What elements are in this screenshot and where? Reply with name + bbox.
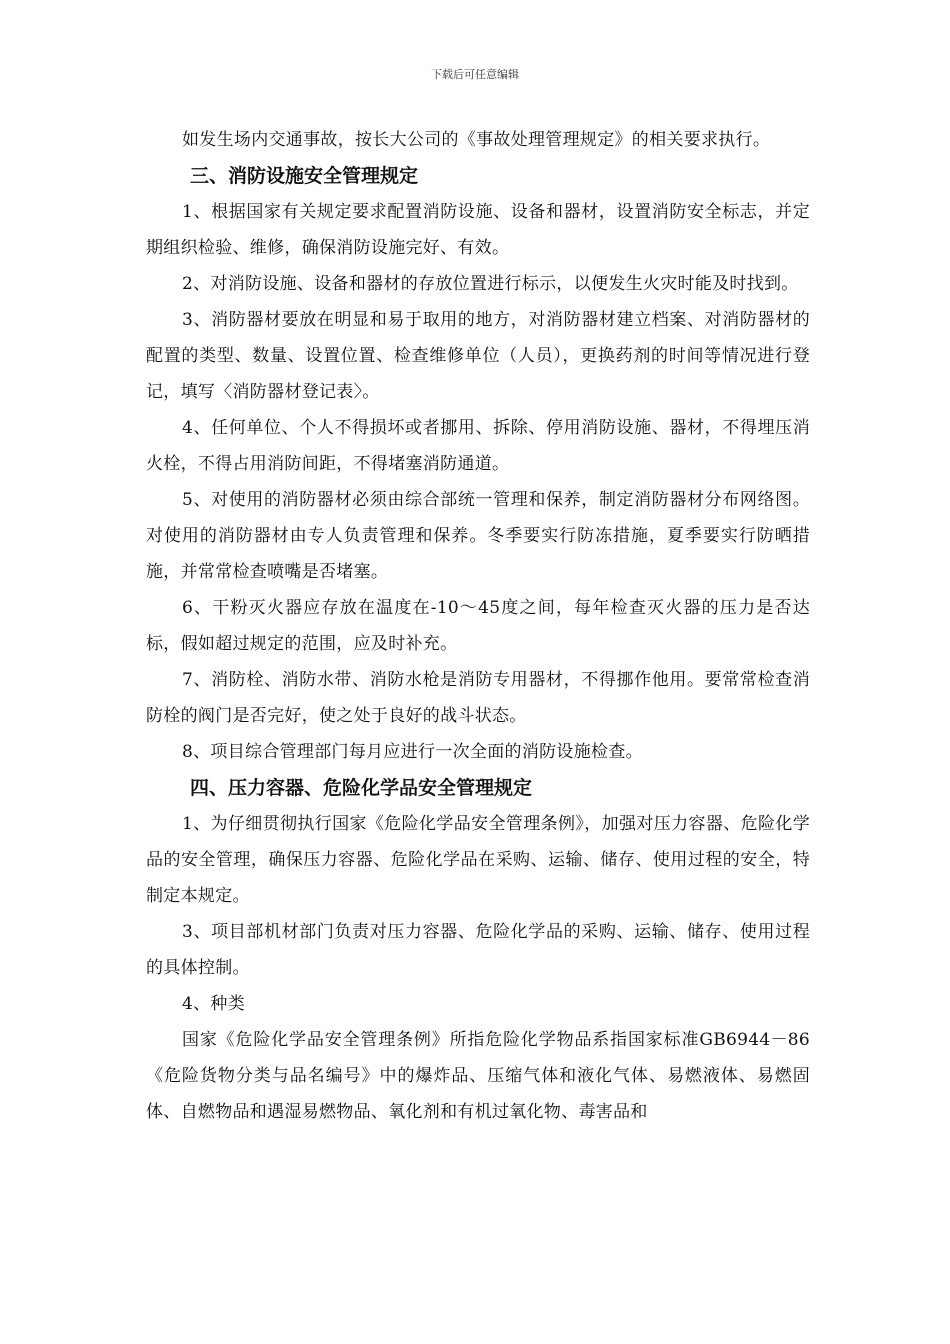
paragraph: 3、项目部机材部门负责对压力容器、危险化学品的采购、运输、储存、使用过程的具体控制。 — [146, 922, 810, 978]
section-heading: 三、消防设施安全管理规定 — [190, 165, 419, 187]
document-body — [146, 122, 810, 1130]
page-header: 下载后可任意编辑 — [431, 68, 519, 81]
paragraph: 7、消防栓、消防水带、消防水枪是消防专用器材，不得挪作他用。要常常检查消防栓的阀门是否完好，使之处于良好的战斗状态。 — [146, 670, 810, 726]
paragraph: 6、干粉灭火器应存放在温度在-10～45度之间，每年检查灭火器的压力是否达标，假如超过规定的范围，应及时补充。 — [146, 598, 810, 654]
paragraph: 1、为仔细贯彻执行国家《危险化学品安全管理条例》，加强对压力容器、危险化学品的安全管理，确保压力容器、危险化学品在采购、运输、储存、使用过程的安全，特制定本规定。 — [146, 814, 810, 906]
paragraph: 如发生场内交通事故，按长大公司的《事故处理管理规定》的相关要求执行。 — [182, 130, 771, 150]
paragraph: 2、对消防设施、设备和器材的存放位置进行标示，以便发生火灾时能及时找到。 — [182, 274, 799, 294]
paragraph: 5、对使用的消防器材必须由综合部统一管理和保养，制定消防器材分布网络图。对使用的消防器材由专人负责管理和保养。冬季要实行防冻措施，夏季要实行防晒措施，并常常检查喷嘴是否堵塞。 — [146, 490, 810, 582]
paragraph: 8、项目综合管理部门每月应进行一次全面的消防设施检查。 — [182, 742, 643, 762]
paragraph: 1、根据国家有关规定要求配置消防设施、设备和器材，设置消防安全标志，并定期组织检验、维修，确保消防设施完好、有效。 — [146, 202, 810, 258]
paragraph: 4、种类 — [182, 994, 246, 1014]
paragraph: 3、消防器材要放在明显和易于取用的地方，对消防器材建立档案、对消防器材的配置的类型、数量、设置位置、检查维修单位（人员），更换药剂的时间等情况进行登记，填写〈消防器材登记表〉。 — [146, 310, 810, 402]
section-heading: 四、压力容器、危险化学品安全管理规定 — [190, 777, 533, 799]
paragraph: 国家《危险化学品安全管理条例》所指危险化学物品系指国家标准GB6944－86《危险货物分类与品名编号》中的爆炸品、压缩气体和液化气体、易燃液体、易燃固体、自燃物品和遇湿易燃物品、氧化剂和有机过氧化物、毒害品和 — [146, 1030, 810, 1122]
paragraph: 4、任何单位、个人不得损坏或者挪用、拆除、停用消防设施、器材，不得埋压消火栓，不得占用消防间距，不得堵塞消防通道。 — [146, 418, 810, 474]
